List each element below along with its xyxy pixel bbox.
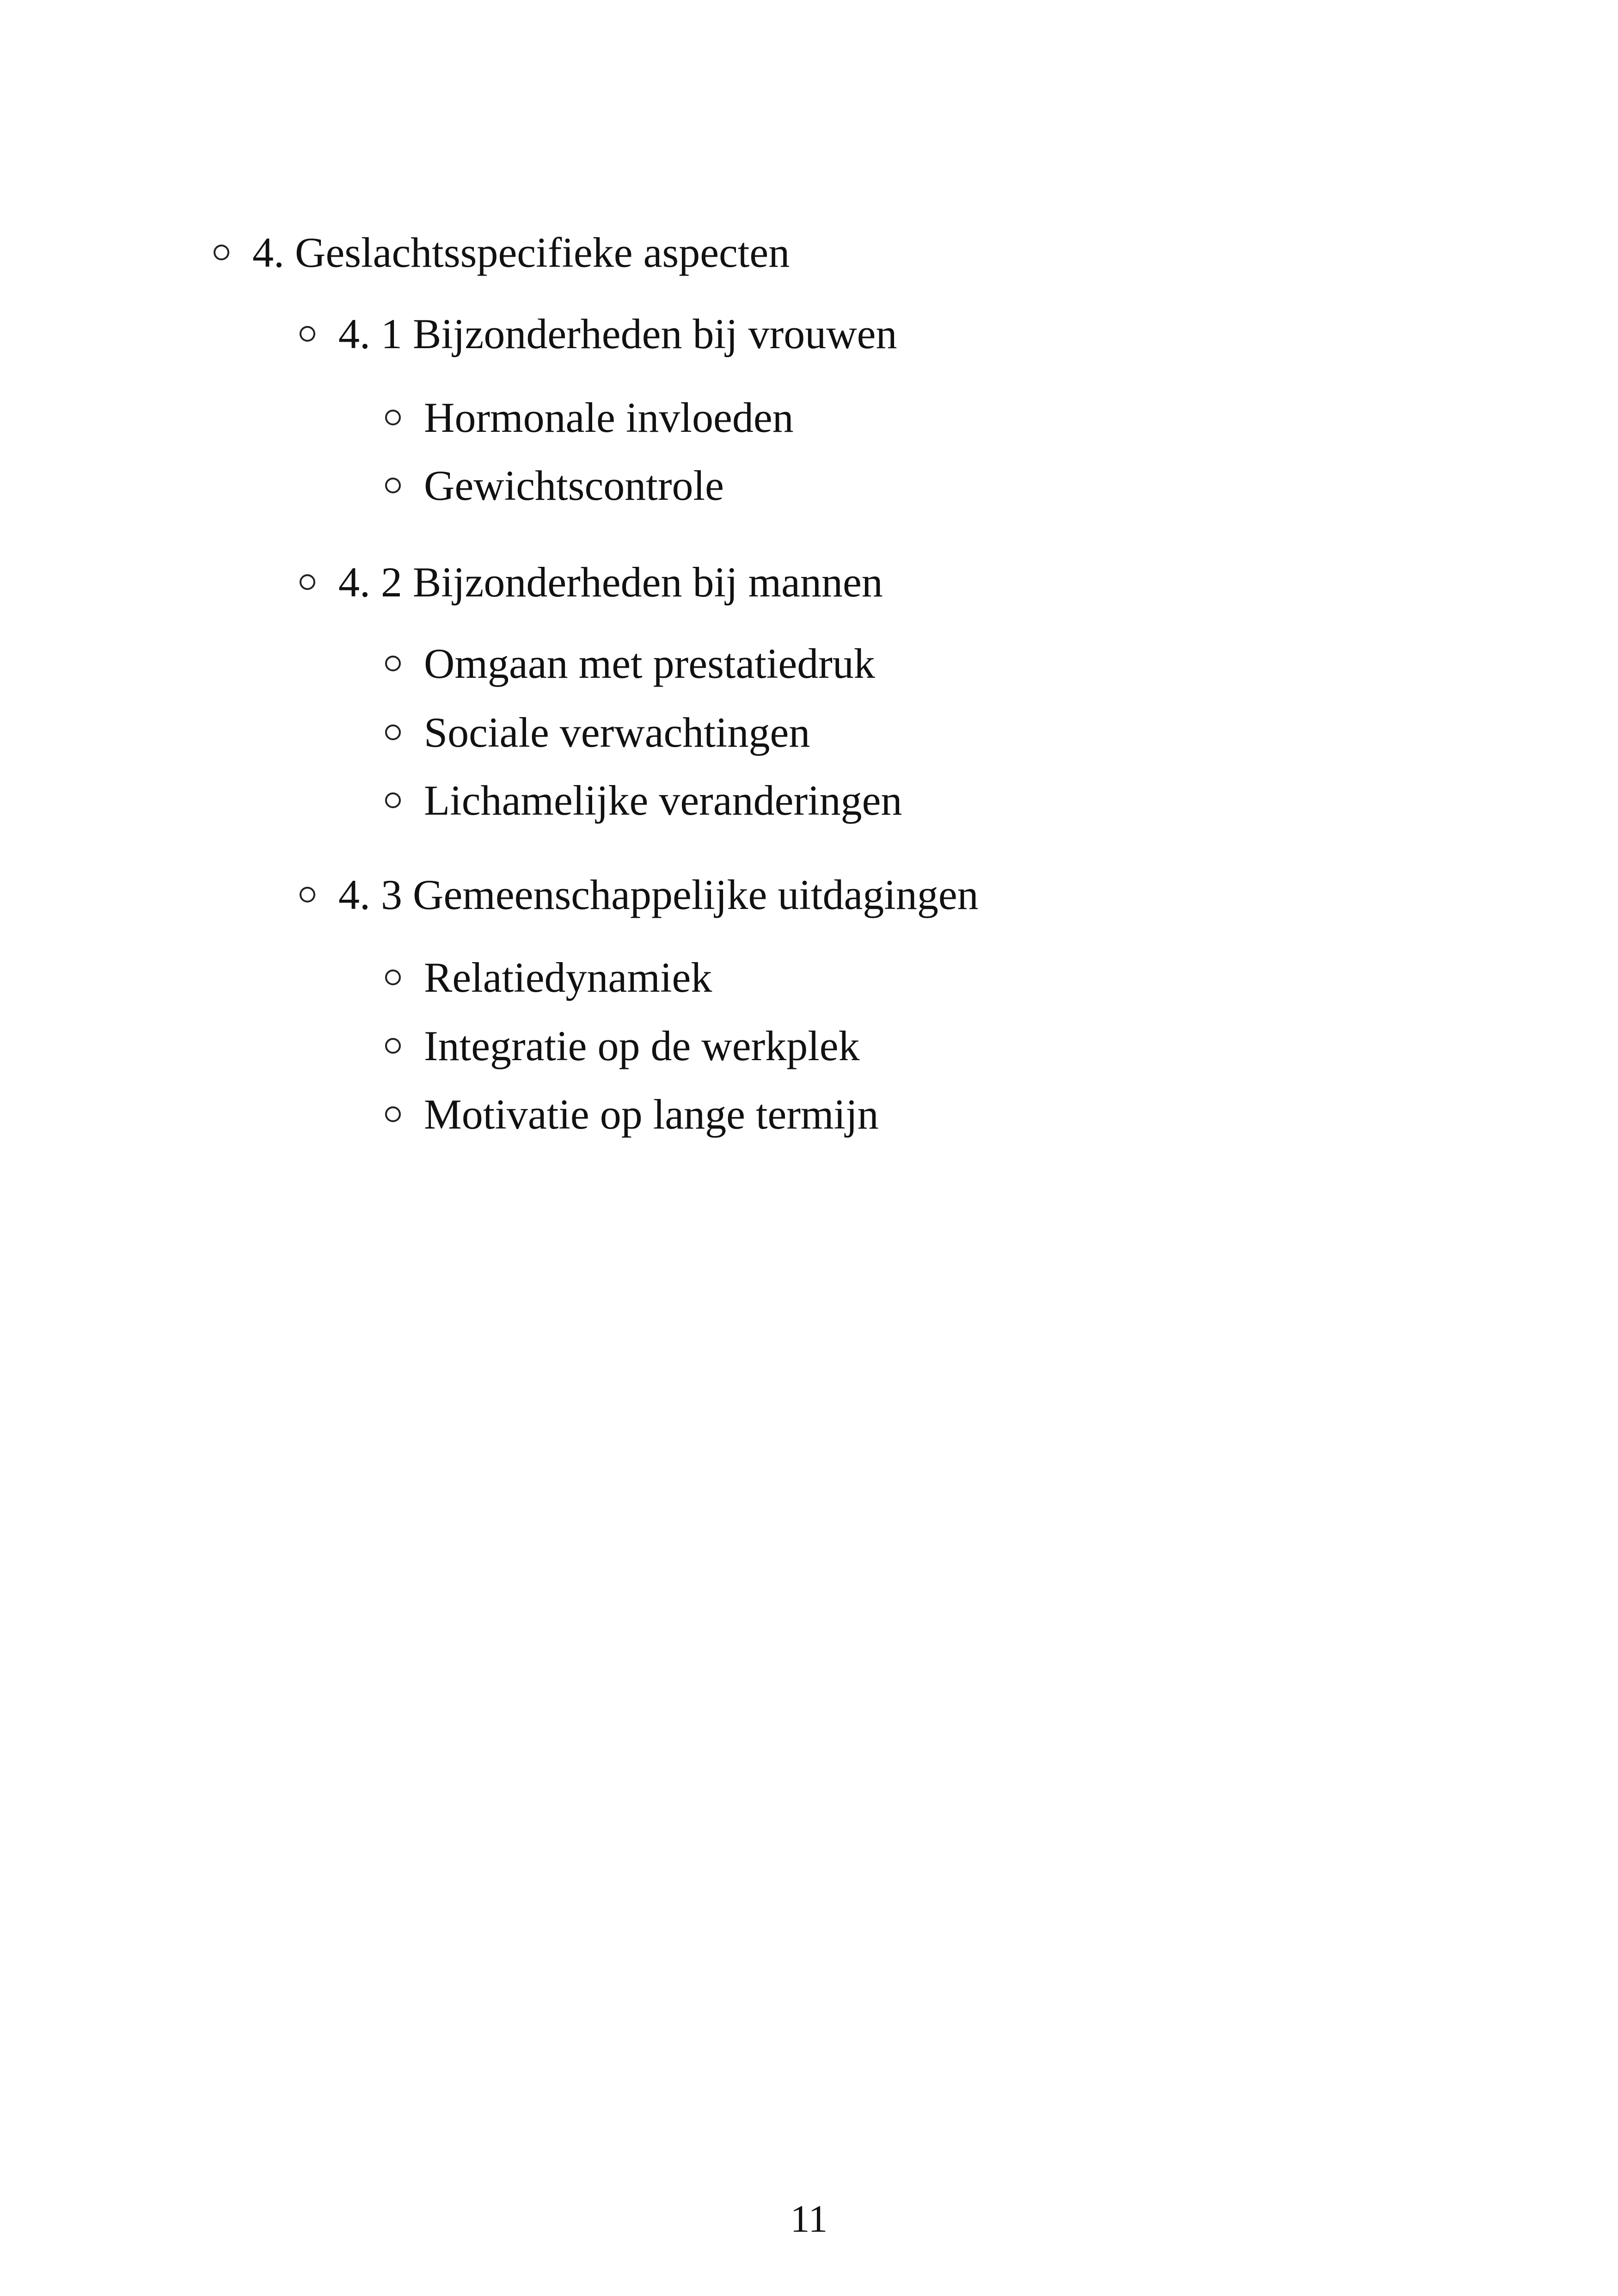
- circle-bullet-icon: [385, 1106, 401, 1122]
- outline-item: [385, 1093, 879, 1136]
- circle-bullet-icon: [300, 887, 315, 902]
- outline-item: [385, 1022, 860, 1069]
- outline-item: [385, 956, 712, 999]
- circle-bullet-icon: [214, 245, 229, 260]
- circle-bullet-icon: [385, 724, 401, 740]
- outline-subsection: [300, 873, 979, 916]
- circle-bullet-icon: [300, 574, 315, 590]
- outline-item: [385, 464, 724, 507]
- page-number: 11: [790, 2198, 828, 2241]
- outline-item: [385, 642, 875, 685]
- subsection-title: 4. 2 Bijzonderheden bij mannen: [338, 559, 883, 606]
- item-label: Integratie op de werkplek: [424, 1022, 860, 1069]
- item-label: Hormonale invloeden: [424, 394, 794, 441]
- circle-bullet-icon: [300, 326, 315, 342]
- circle-bullet-icon: [385, 656, 401, 671]
- item-label: Omgaan met prestatiedruk: [424, 640, 875, 687]
- circle-bullet-icon: [385, 970, 401, 985]
- item-label: Gewichtscontrole: [424, 462, 724, 509]
- subsection-title: 4. 1 Bijzonderheden bij vrouwen: [338, 310, 897, 357]
- circle-bullet-icon: [385, 792, 401, 808]
- item-label: Relatiedynamiek: [424, 954, 712, 1001]
- item-label: Motivatie op lange termijn: [424, 1091, 879, 1138]
- outline-subsection: [300, 559, 883, 606]
- item-label: Sociale verwachtingen: [424, 709, 810, 756]
- circle-bullet-icon: [385, 478, 401, 493]
- subsection-title: 4. 3 Gemeenschappelijke uitdagingen: [338, 871, 979, 918]
- outline-item: [385, 396, 794, 439]
- section-title: 4. Geslachtsspecifieke aspecten: [252, 229, 790, 276]
- circle-bullet-icon: [385, 1038, 401, 1054]
- outline-item: [385, 779, 902, 822]
- circle-bullet-icon: [385, 410, 401, 425]
- outline-subsection: [300, 310, 897, 357]
- outline-item: [385, 711, 810, 754]
- item-label: Lichamelijke veranderingen: [424, 777, 902, 824]
- outline-section: [214, 231, 790, 274]
